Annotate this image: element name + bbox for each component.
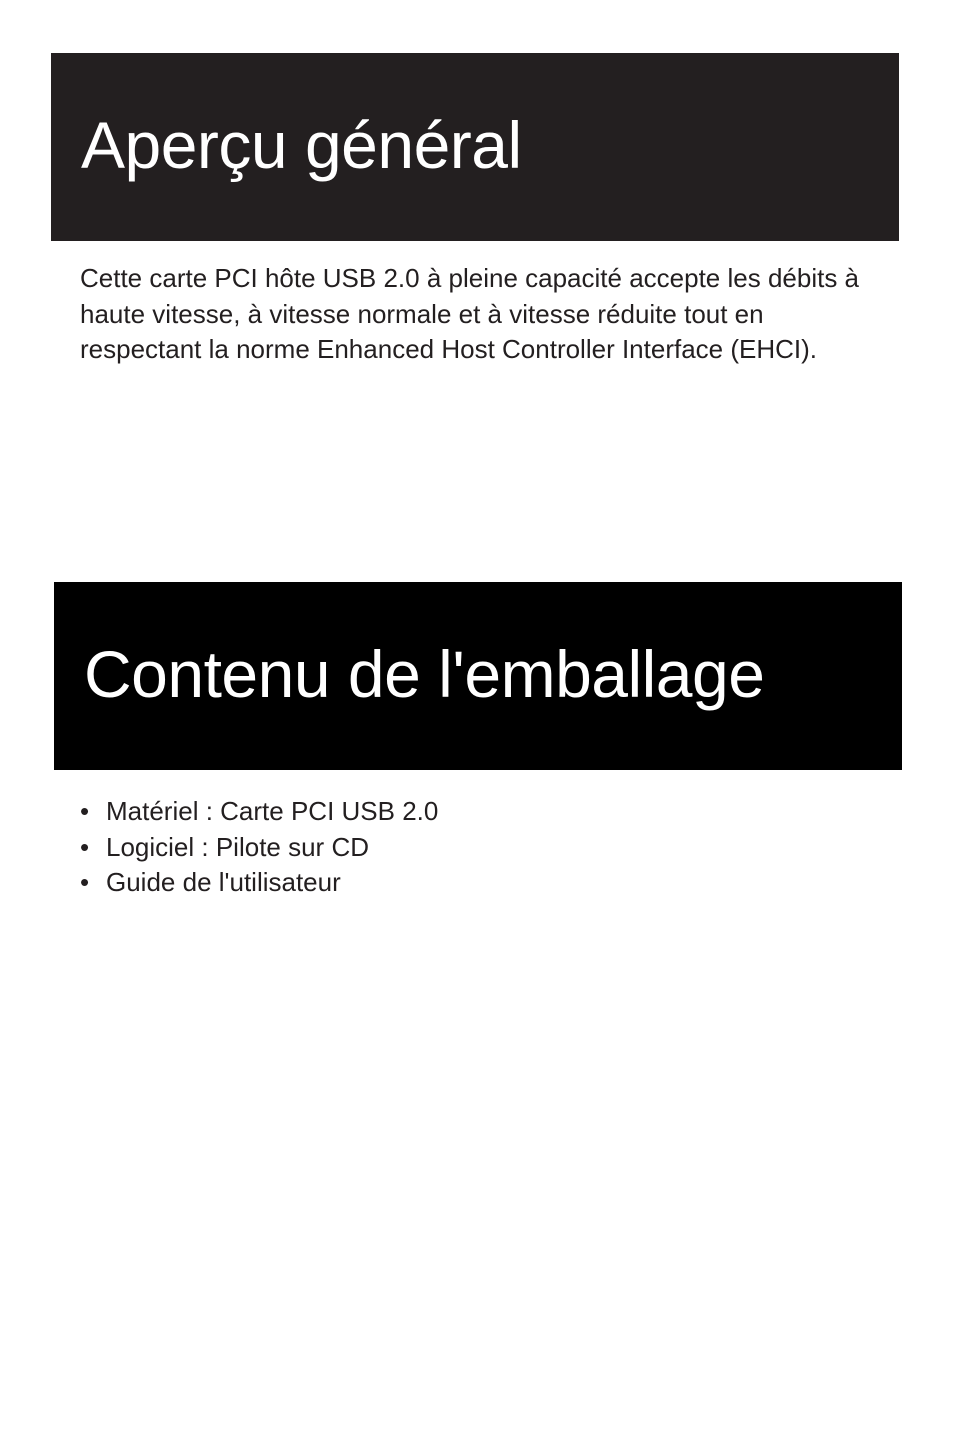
- package-contents-list: [80, 794, 438, 901]
- list-item-label: Guide de l'utilisateur: [106, 867, 341, 897]
- overview-paragraph: Cette carte PCI hôte USB 2.0 à pleine capacité accepte les débits à haute vitesse, à vitesse normale et à vitesse réduite tout en respectant la norme Enhanced Host Controller Interface (EHCI).: [80, 263, 860, 364]
- bullet-icon: •: [80, 867, 90, 897]
- list-item: [80, 794, 438, 830]
- bullet-icon: •: [80, 831, 90, 862]
- list-item: [80, 865, 438, 901]
- list-item: [80, 830, 438, 866]
- package-contents-heading: Contenu de l'emballage: [54, 582, 902, 770]
- overview-heading: Aperçu général: [51, 53, 899, 241]
- list-item-label: Matériel : Carte PCI USB 2.0: [106, 796, 439, 826]
- list-item-label: Logiciel : Pilote sur CD: [106, 831, 369, 862]
- bullet-icon: •: [80, 796, 90, 826]
